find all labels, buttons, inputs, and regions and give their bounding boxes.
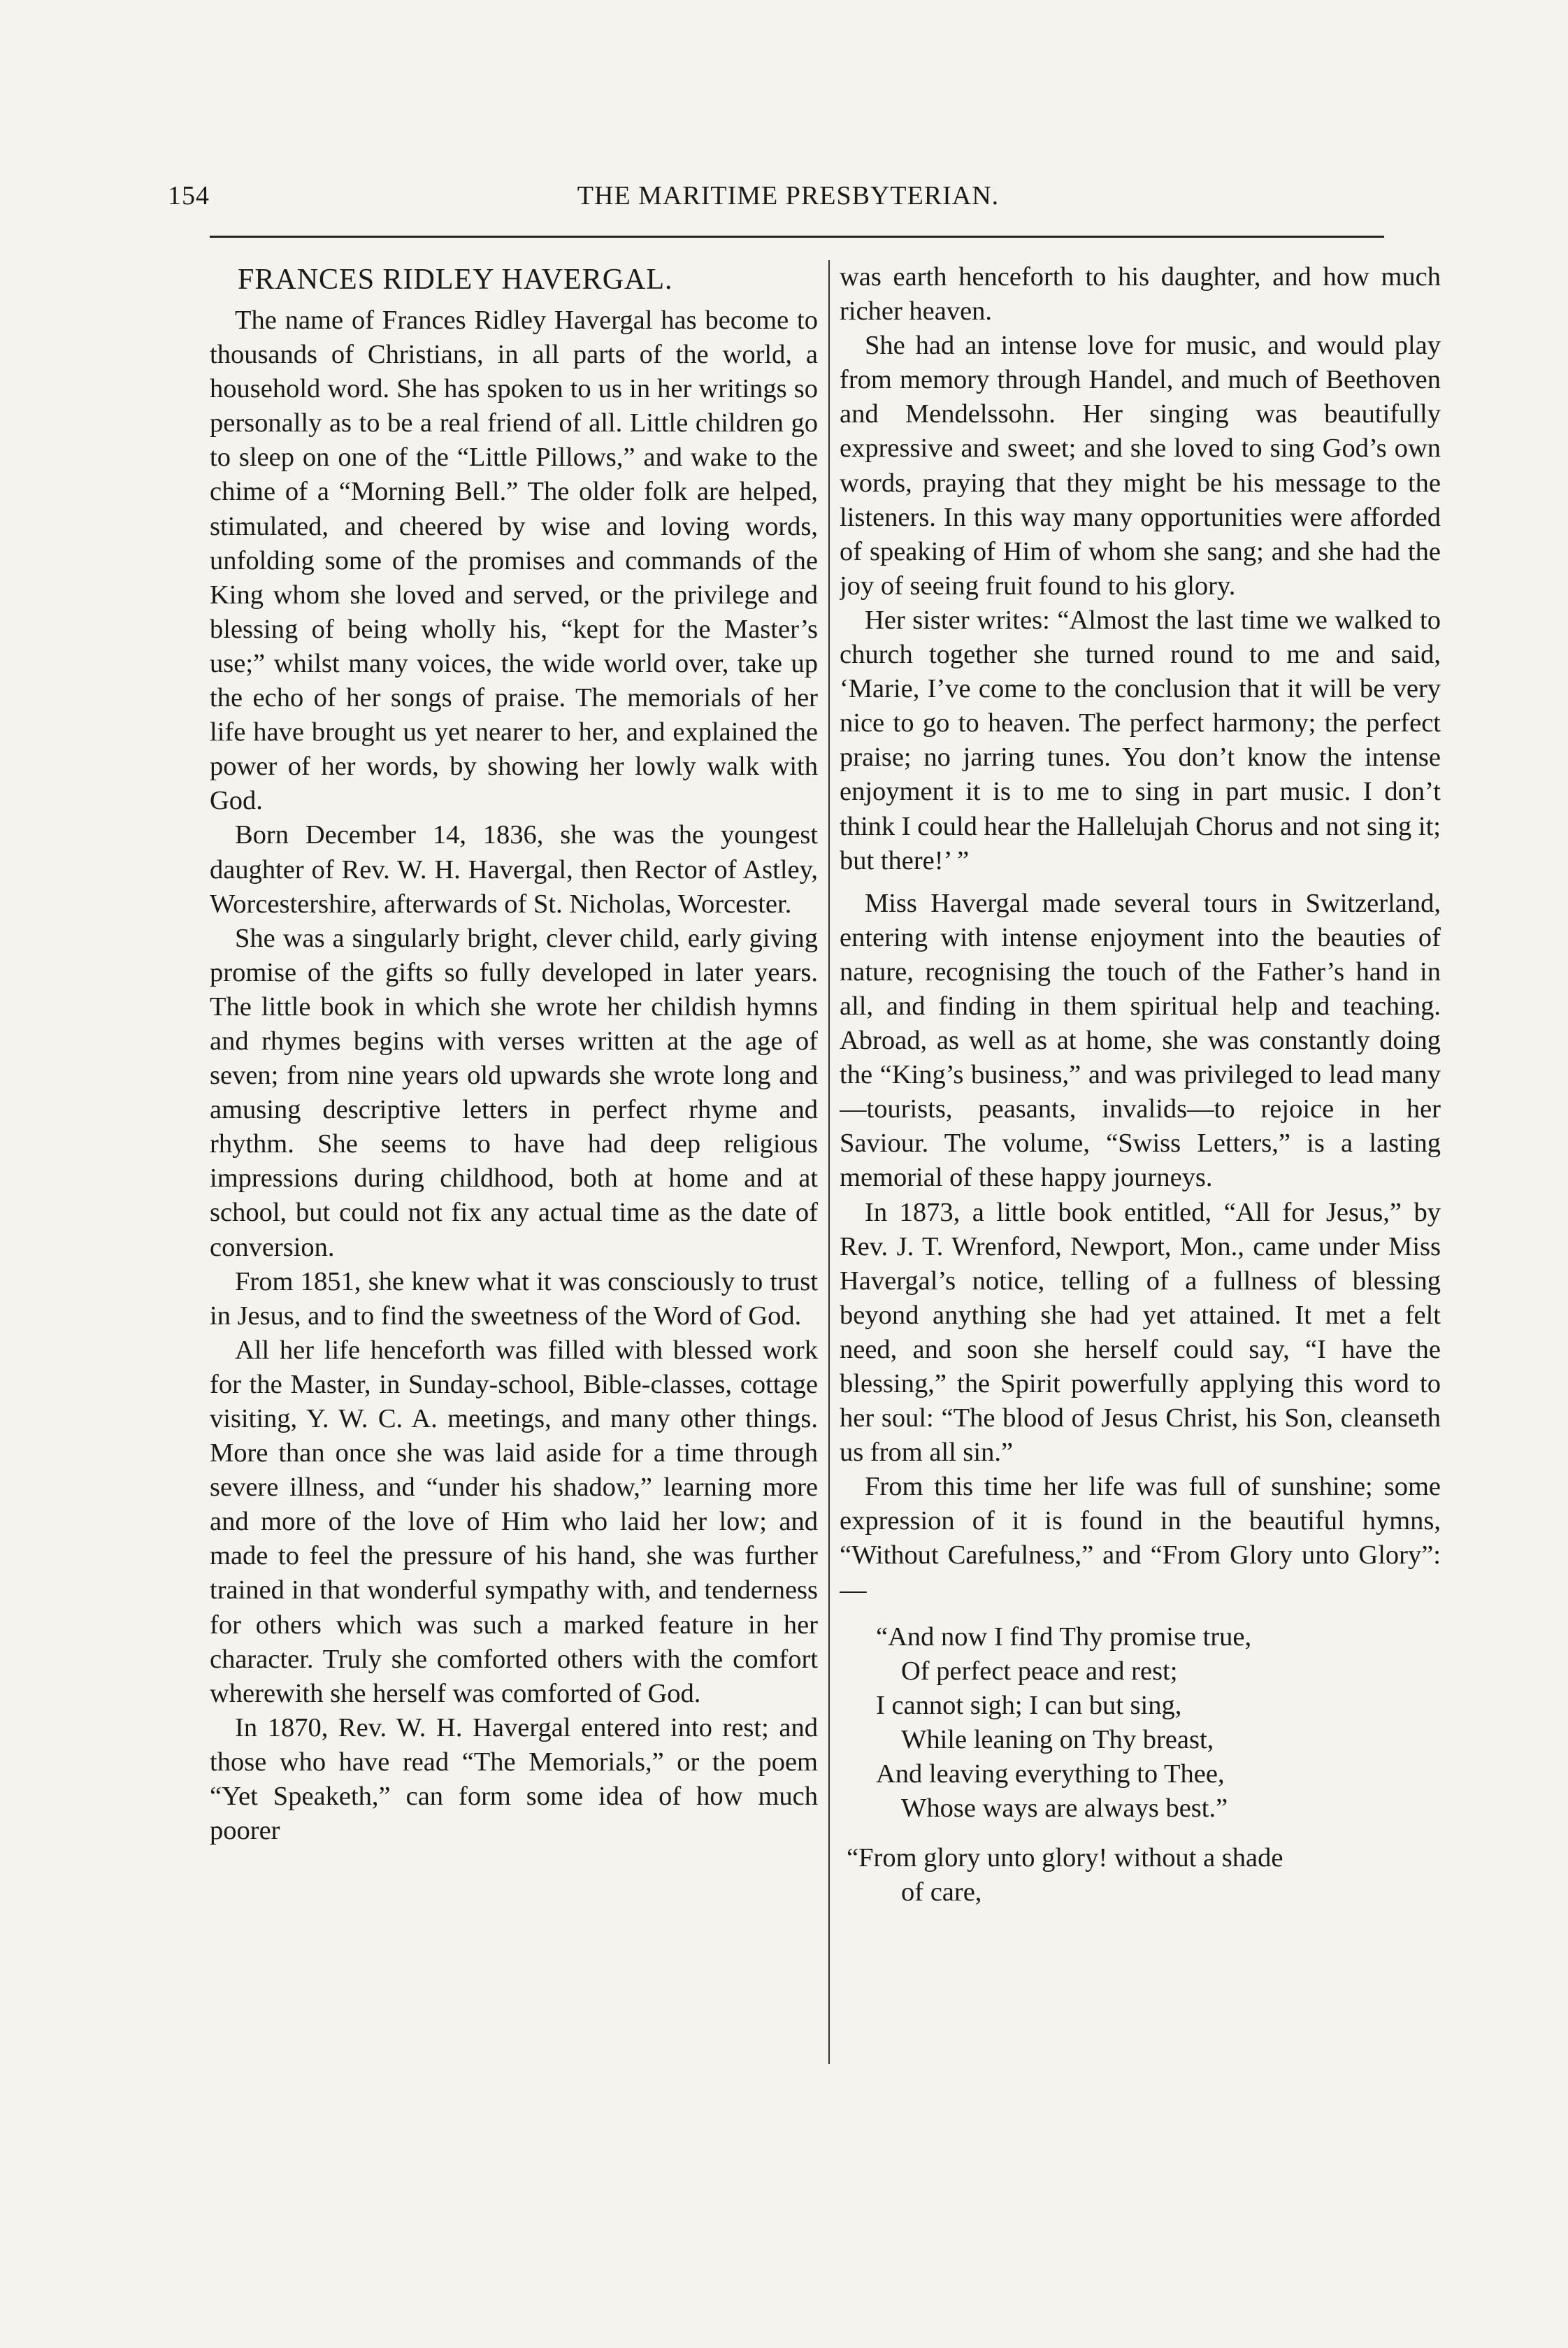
- paragraph: She was a singularly bright, clever child, early giving promise of the gifts so fully developed in later years. The little book in which she wrote her childish hymns and rhymes begins with verses written at the age of seven; from nine years old upwards she wrote long and amusing descriptive letters in perfect rhyme and rhythm. She seems to have had deep religious impressions during childhood, both at home and at school, but could not fix any actual time as the date of conversion.: [210, 923, 818, 1262]
- paragraph: In 1873, a little book entitled, “All for Jesus,” by Rev. J. T. Wrenford, Newport, Mon., came under Miss Havergal’s notice, telling of a fullness of blessing beyond anything she had yet attained. It met a felt need, and soon she herself could say, “I have the blessing,” the Spirit powerfully applying this word to her soul: “The blood of Jesus Christ, his Son, cleanseth us from all sin.”: [840, 1197, 1441, 1468]
- verse-line: Whose ways are always best.”: [901, 1794, 1228, 1824]
- verse-line: While leaning on Thy breast,: [901, 1724, 1214, 1754]
- paragraph-continuation: was earth henceforth to his daughter, and how much richer heaven.: [840, 262, 1441, 327]
- verse-line: “And now I find Thy promise true,: [876, 1622, 1252, 1652]
- article-title: FRANCES RIDLEY HAVERGAL.: [238, 264, 673, 296]
- paragraph: From this time her life was full of sunshine; some expression of it is found in the beautiful hymns, “Without Carefulness,” and “From Glory unto Glory”:—: [840, 1472, 1441, 1605]
- paragraph: In 1870, Rev. W. H. Havergal entered into rest; and those who have read “The Memorials,” or the poem “Yet Speaketh,” can form some idea of how much poorer: [210, 1712, 818, 1846]
- running-title: THE MARITIME PRESBYTERIAN.: [577, 181, 1000, 210]
- verse-line: Of perfect peace and rest;: [901, 1656, 1178, 1686]
- paragraph: The name of Frances Ridley Havergal has become to thousands of Christians, in all parts of the world, a household word. She has spoken to us in her writings so personally as to be a real friend of all. Little children go to sleep on one of the “Little Pillows,” and wake to the chime of a “Morning Bell.” The older folk are helped, stimulated, and cheered by wise and loving words, unfolding some of the promises and commands of the King whom she loved and served, or the privilege and blessing of being wholly his, “kept for the Master’s use;” whilst many voices, the wide world over, take up the echo of her songs of praise. The memorials of her life have brought us yet nearer to her, and explained the power of her words, by showing her lowly walk with God.: [210, 306, 818, 816]
- verse-line: “From glory unto glory! without a shade: [847, 1843, 1283, 1873]
- page-number: 154: [168, 181, 210, 210]
- hymn-verse-2: [840, 1841, 1441, 1910]
- verse-line: I cannot sigh; I can but sing,: [876, 1690, 1182, 1720]
- page-header: [168, 180, 1409, 225]
- verse-line: And leaving everything to Thee,: [876, 1759, 1225, 1789]
- paragraph: Born December 14, 1836, she was the youngest daughter of Rev. W. H. Havergal, then Rector of Astley, Worcestershire, afterwards of St. Nicholas, Worcester.: [210, 820, 818, 919]
- verse-line: of care,: [901, 1877, 982, 1907]
- paragraph: She had an intense love for music, and would play from memory through Handel, and much of Beethoven and Mendelssohn. Her singing was beautifully expressive and sweet; and she loved to sing God’s own words, praying that they might be his message to the listeners. In this way many opportunities were afforded of speaking of Him of whom she sang; and she had the joy of seeing fruit found to his glory.: [840, 331, 1441, 601]
- column-divider: [828, 260, 830, 2064]
- hymn-verse: [840, 1620, 1441, 1826]
- paragraph: All her life henceforth was filled with blessed work for the Master, in Sunday-school, Bible-classes, cottage visiting, Y. W. C. A. meetings, and many other things. More than once she was laid aside for a time through severe illness, and “under his shadow,” learning more and more of the love of Him who laid her low; and made to feel the pressure of his hand, she was further trained in that wonderful sympathy with, and tenderness for others which was such a marked feature in her character. Truly she comforted others with the comfort wherewith she herself was comforted of God.: [210, 1335, 818, 1708]
- right-column: [840, 260, 1441, 2117]
- left-column: [210, 260, 818, 2117]
- paragraph: From 1851, she knew what it was consciously to trust in Jesus, and to find the sweetness of the Word of God.: [210, 1266, 818, 1331]
- paragraph: Her sister writes: “Almost the last time we walked to church together she turned round to me and said, ‘Marie, I’ve come to the conclusion that it will be very nice to go to heaven. The perfect harmony; the perfect praise; no jarring tunes. You don’t know the intense enjoyment it is to me to sing in part music. I don’t think I could hear the Hallelujah Chorus and not sing it; but there!’ ”: [840, 605, 1441, 875]
- paragraph: Miss Havergal made several tours in Switzerland, entering with intense enjoyment into the beauties of nature, recognising the touch of the Father’s hand in all, and finding in them spiritual help and teaching. Abroad, as well as at home, she was constantly doing the “King’s business,” and was privileged to lead many—tourists, peasants, invalids—to rejoice in her Saviour. The volume, “Swiss Letters,” is a lasting memorial of these happy journeys.: [840, 888, 1441, 1193]
- header-rule: [210, 236, 1384, 238]
